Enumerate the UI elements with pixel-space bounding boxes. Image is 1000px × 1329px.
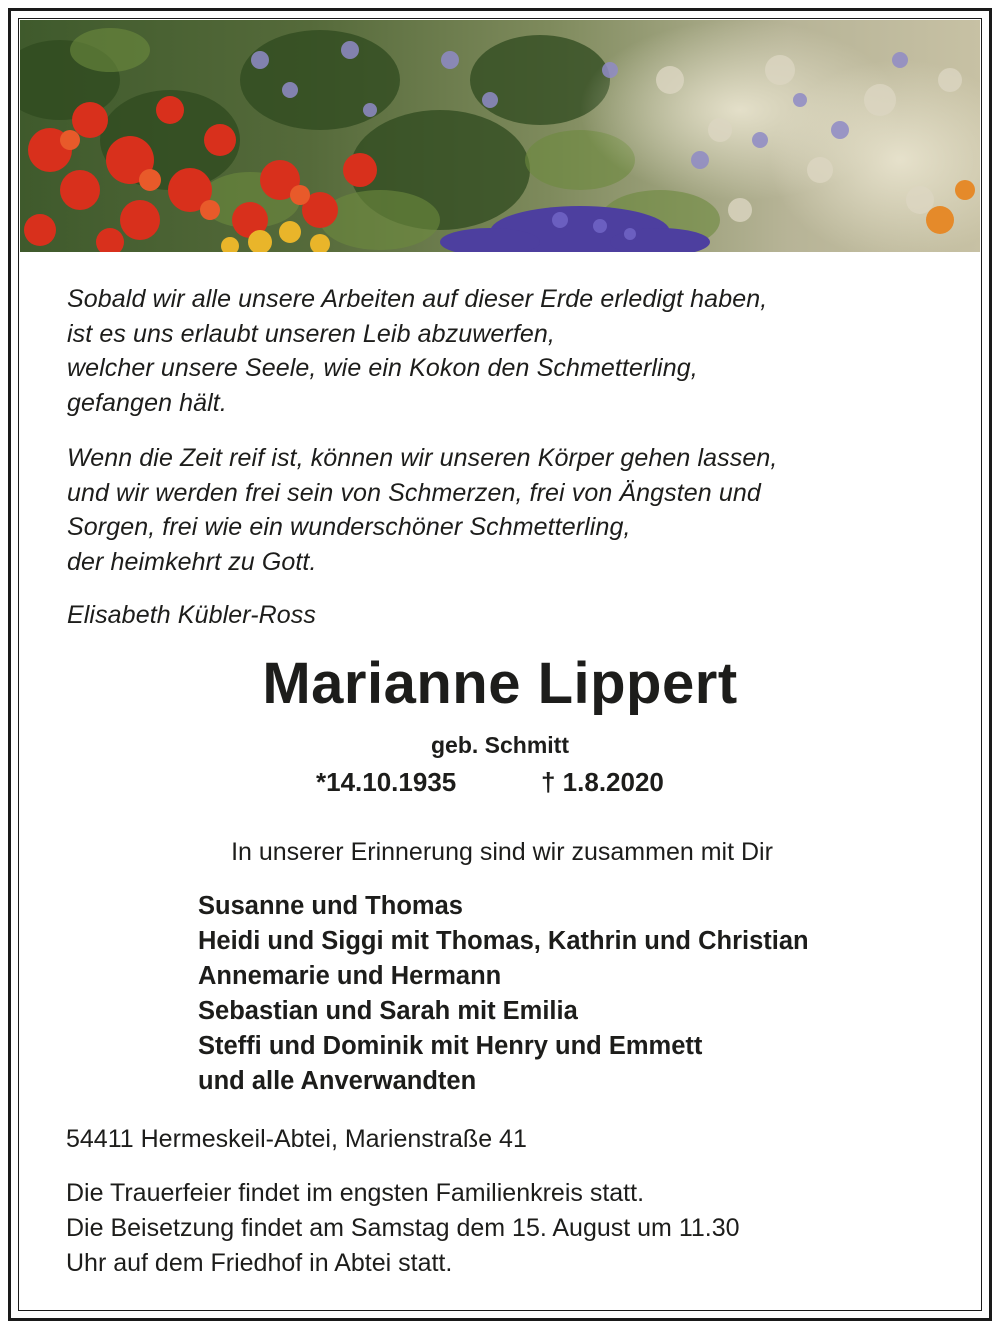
notice-line: Die Trauerfeier findet im engsten Familienkreis statt. [66, 1179, 645, 1207]
mourner-line: Sebastian und Sarah mit Emilia [198, 997, 578, 1025]
birth-name: geb. Schmitt [430, 732, 569, 758]
quote-line: Sobald wir alle unsere Arbeiten auf dieser Erde erledigt haben, [67, 285, 768, 313]
quote-line: welcher unsere Seele, wie ein Kokon den Schmetterling, [67, 354, 698, 382]
mourner-line: Susanne und Thomas [198, 892, 463, 920]
quote-line: ist es uns erlaubt unseren Leib abzuwerfen, [67, 319, 555, 348]
mourners-list [198, 889, 809, 1099]
quote-author [67, 598, 947, 633]
notice-line: Uhr auf dem Friedhof in Abtei statt. [66, 1249, 453, 1277]
mourner-line: Heidi und Siggi mit Thomas, Kathrin und Christian [198, 927, 809, 955]
mourner-line: und alle Anverwandten [198, 1067, 477, 1095]
funeral-notice [66, 1176, 740, 1281]
birth-date: *14.10.1935 [316, 767, 457, 797]
quote-paragraph-2 [67, 441, 947, 579]
death-date: † 1.8.2020 [541, 767, 664, 797]
memory-line: In unserer Erinnerung sind wir zusammen mit Dir [231, 838, 773, 866]
notice-line: Die Beisetzung findet am Samstag dem 15. August um 11.30 [66, 1214, 740, 1242]
address: 54411 Hermeskeil-Abtei, Marienstraße 41 [66, 1125, 527, 1153]
quote-line: Sorgen, frei wie ein wunderschöner Schmetterling, [67, 513, 631, 541]
quote-paragraph-1 [67, 282, 947, 420]
mourner-line: Annemarie und Hermann [198, 962, 502, 990]
quote-line: Wenn die Zeit reif ist, können wir unseren Körper gehen lassen, [67, 444, 778, 472]
quote-line: und wir werden frei sein von Schmerzen, frei von Ängsten und [67, 478, 761, 507]
quote-line: der heimkehrt zu Gott. [67, 547, 317, 576]
quote-line: gefangen hält. [67, 388, 227, 417]
deceased-name: Marianne Lippert [262, 651, 738, 716]
mourner-line: Steffi und Dominik mit Henry und Emmett [198, 1032, 703, 1060]
quote-author-name: Elisabeth Kübler-Ross [67, 601, 316, 629]
flower-garden-photo [20, 20, 980, 252]
